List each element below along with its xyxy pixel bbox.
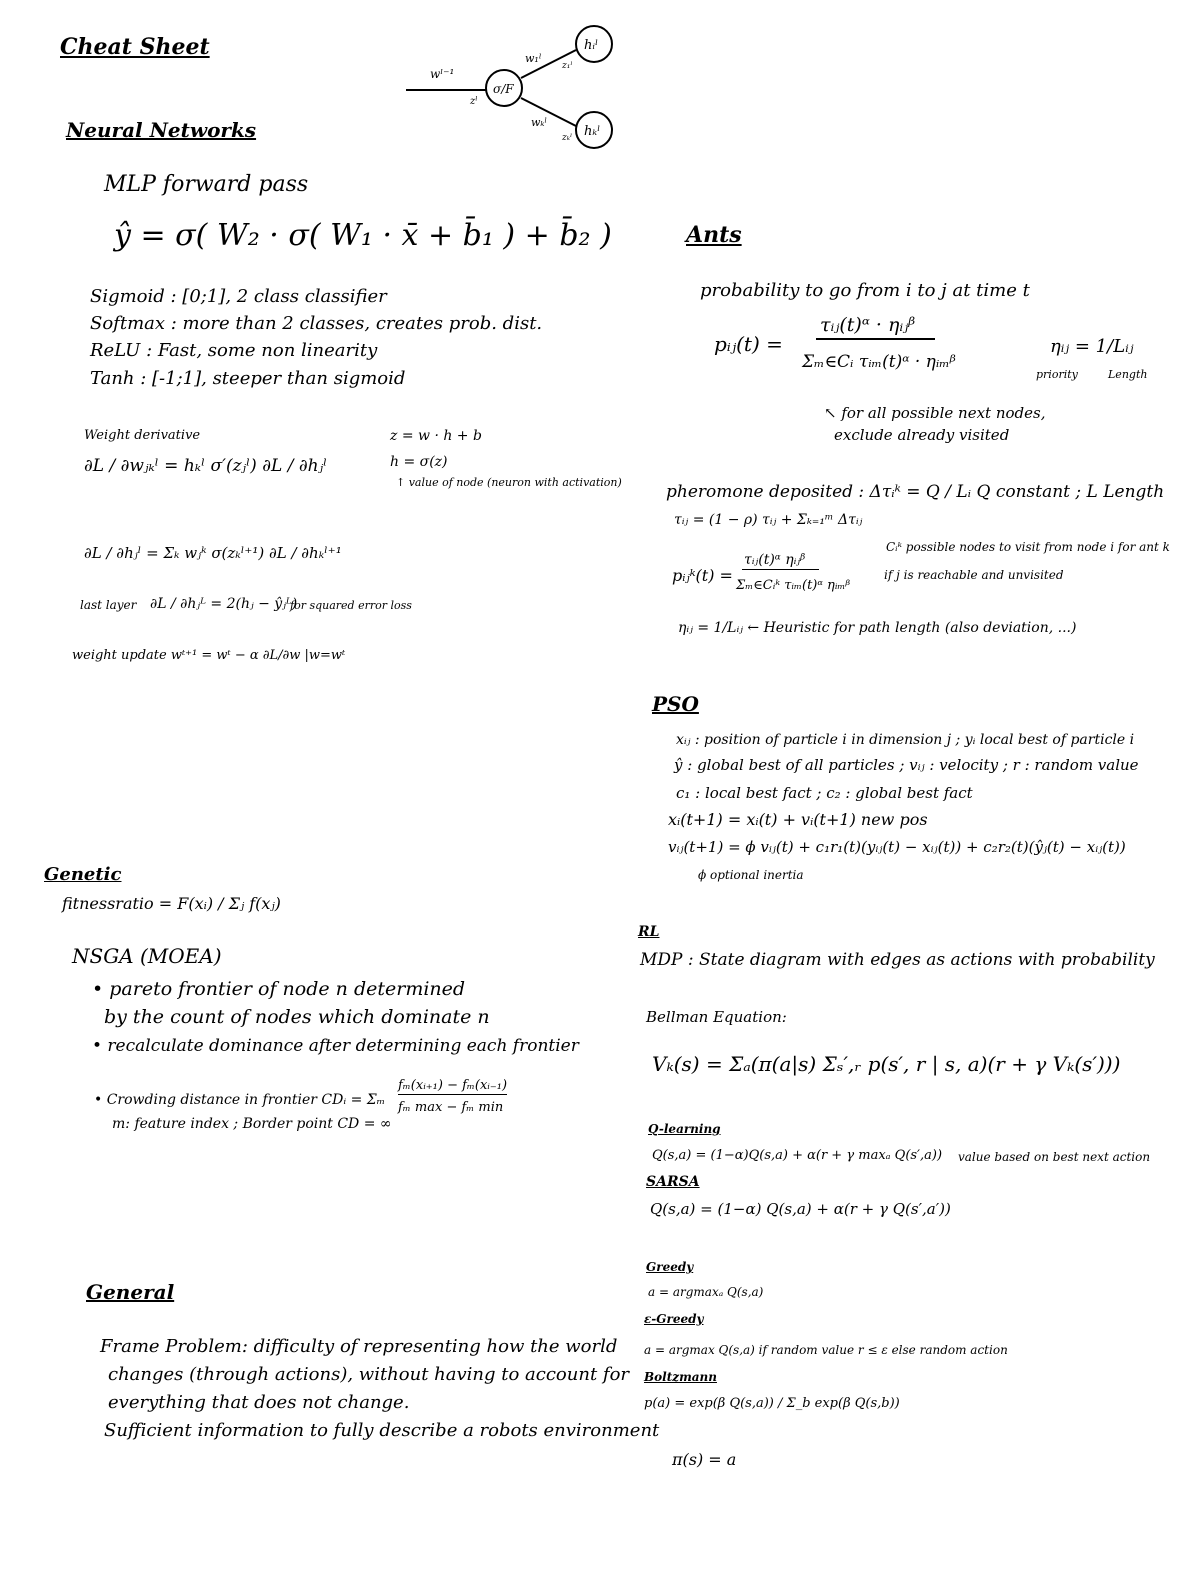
policy-definition: π(s) = a (672, 1450, 737, 1469)
mlp-title: MLP forward pass (104, 172, 309, 197)
activation-softmax: Softmax : more than 2 classes, creates prob. dist. (90, 313, 543, 334)
bottom-edge-label: wₖˡ (531, 116, 548, 129)
edge-bottom (521, 98, 576, 126)
ant-k-prob-denominator: Σₘ∈Cᵢᵏ τᵢₘ(t)ᵅ ηᵢₘᵝ (736, 578, 851, 593)
last-layer-note: for squared error loss (290, 599, 412, 612)
ant-k-note-2: if j is reachable and unvisited (884, 568, 1064, 582)
page-title: Cheat Sheet (60, 34, 210, 60)
pso-line-3: c₁ : local best fact ; c₂ : global best fact (676, 784, 973, 802)
q-learning-note: value based on best next action (958, 1150, 1151, 1164)
eta-priority-label: priority (1036, 368, 1078, 381)
epsilon-greedy-formula: a = argmax Q(s,a) if random value r ≤ ε else random action (644, 1343, 1008, 1357)
ants-prob-title: probability to go from i to j at time t (700, 280, 1030, 301)
top-node-label: hᵢˡ (584, 38, 599, 53)
top-z-label: z₁ˡ (562, 61, 573, 71)
pso-line-1: xᵢⱼ : position of particle i in dimension j ; yᵢ local best of particle i (676, 732, 1135, 748)
bellman-title: Bellman Equation: (646, 1008, 787, 1026)
ant-k-prob-lhs: pᵢⱼᵏ(t) = (672, 566, 733, 585)
pso-inertia-note: ϕ optional inertia (698, 868, 804, 882)
rl-heading: RL (638, 924, 660, 940)
frame-problem-line-1: Frame Problem: difficulty of representing how the world (100, 1336, 618, 1357)
bellman-equation: Vₖ(s) = Σₐ(π(a|s) Σₛ′,ᵣ p(s′, r | s, a)(r + γ Vₖ(s′))) (652, 1052, 1121, 1076)
pheromone-update: τᵢⱼ = (1 − ρ) τᵢⱼ + Σₖ₌₁ᵐ Δτᵢⱼ (674, 512, 863, 528)
epsilon-greedy-title: ε-Greedy (644, 1312, 704, 1326)
z-label: zˡ (470, 96, 478, 107)
hidden-layer-formula: ∂L / ∂hⱼˡ = Σₖ wⱼᵏ σ(zₖˡ⁺¹) ∂L / ∂hₖˡ⁺¹ (84, 544, 342, 562)
pheromone-deposited: pheromone deposited : Δτᵢᵏ = Q / Lᵢ Q constant ; L Length (666, 482, 1165, 502)
ant-k-note-1: Cᵢᵏ possible nodes to visit from node i for ant k (886, 540, 1170, 554)
q-learning-title: Q-learning (648, 1122, 721, 1136)
crowding-distance-label: • Crowding distance in frontier CDᵢ = Σₘ (94, 1092, 386, 1108)
top-edge-label: w₁ˡ (525, 52, 542, 65)
activation-tanh: Tanh : [-1;1], steeper than sigmoid (90, 368, 406, 389)
general-heading: General (86, 1280, 175, 1304)
z-definition: z = w · h + b (390, 428, 482, 444)
bottom-node-label: hₖˡ (584, 124, 601, 139)
frame-problem-line-2: changes (through actions), without having to account for (108, 1364, 630, 1385)
weight-update: weight update wᵗ⁺¹ = wᵗ − α ∂L/∂w |w=wᵗ (72, 648, 346, 663)
nsga-title: NSGA (MOEA) (72, 944, 222, 968)
frame-problem-line-4: Sufficient information to fully describe a robots environment (104, 1420, 660, 1441)
sarsa-formula: Q(s,a) = (1−α) Q(s,a) + α(r + γ Q(s′,a′)) (650, 1200, 951, 1218)
pso-velocity-update: vᵢⱼ(t+1) = ϕ vᵢⱼ(t) + c₁r₁(t)(yᵢⱼ(t) − xᵢⱼ(t)) + c₂r₂(t)(ŷⱼ(t) − xᵢⱼ(t)) (668, 838, 1126, 856)
ant-k-prob-numerator: τᵢⱼ(t)ᵅ ηᵢⱼᵝ (742, 552, 819, 570)
h-note: ↑ value of node (neuron with activation) (396, 476, 622, 489)
crowding-note: m: feature index ; Border point CD = ∞ (112, 1116, 392, 1132)
ants-prob-note-2: exclude already visited (834, 426, 1010, 444)
ants-prob-denominator: Σₘ∈Cᵢ τᵢₘ(t)ᵅ · ηᵢₘᵝ (802, 352, 956, 372)
pso-position-update: xᵢ(t+1) = xᵢ(t) + vᵢ(t+1) new pos (668, 810, 928, 829)
eta-definition: ηᵢⱼ = 1/Lᵢⱼ (1050, 336, 1134, 357)
boltzmann-formula: p(a) = exp(β Q(s,a)) / Σ_b exp(β Q(s,b)) (644, 1396, 900, 1411)
crowding-denominator: fₘ max − fₘ min (398, 1100, 504, 1115)
eta-length-label: Length (1108, 368, 1148, 381)
frame-problem-line-3: everything that does not change. (108, 1392, 410, 1413)
q-learning-formula: Q(s,a) = (1−α)Q(s,a) + α(r + γ maxₐ Q(s′,a)) (652, 1148, 943, 1163)
center-label: σ/F (493, 82, 514, 96)
bottom-z-label: zₖˡ (562, 133, 573, 143)
ants-prob-lhs: pᵢⱼ(t) = (714, 332, 783, 356)
boltzmann-title: Boltzmann (644, 1370, 717, 1384)
last-layer-formula: ∂L / ∂hⱼᴸ = 2(hⱼ − ŷⱼᴸ) (150, 596, 298, 612)
ants-prob-note-1: ↖ for all possible next nodes, (824, 404, 1046, 422)
neural-heading: Neural Networks (66, 118, 257, 142)
activation-relu: ReLU : Fast, some non linearity (90, 340, 378, 361)
heuristic-definition: ηᵢⱼ = 1/Lᵢⱼ ← Heuristic for path length (also deviation, ...) (678, 620, 1077, 636)
pso-line-2: ŷ : global best of all particles ; vᵢⱼ : velocity ; r : random value (674, 756, 1139, 774)
mdp-definition: MDP : State diagram with edges as actions with probability (640, 950, 1155, 970)
neuron-diagram (400, 22, 630, 162)
ants-prob-numerator: τᵢⱼ(t)ᵅ · ηᵢⱼᵝ (816, 314, 935, 340)
mlp-formula: ŷ = σ( W₂ · σ( W₁ · x̄ + b̄₁ ) + b̄₂ ) (114, 218, 612, 253)
nsga-bullet-2: • recalculate dominance after determining each frontier (92, 1036, 579, 1056)
crowding-numerator: fₘ(xᵢ₊₁) − fₘ(xᵢ₋₁) (398, 1078, 508, 1093)
last-layer-label: last layer (80, 598, 137, 612)
sarsa-title: SARSA (646, 1174, 700, 1190)
activation-sigmoid: Sigmoid : [0;1], 2 class classifier (90, 286, 387, 307)
ants-heading: Ants (686, 222, 742, 248)
weight-derivative-title: Weight derivative (84, 428, 201, 443)
weight-derivative-formula: ∂L / ∂wⱼₖˡ = hₖˡ σ′(zⱼˡ) ∂L / ∂hⱼˡ (84, 456, 328, 476)
genetic-heading: Genetic (44, 864, 122, 885)
greedy-formula: a = argmaxₐ Q(s,a) (648, 1285, 764, 1299)
w-label: wˡ⁻¹ (430, 67, 455, 81)
nsga-bullet-1-line-1: • pareto frontier of node n determined (92, 978, 466, 1000)
pso-heading: PSO (652, 692, 699, 716)
greedy-title: Greedy (646, 1260, 694, 1274)
h-definition: h = σ(z) (390, 454, 448, 470)
fitness-ratio: fitnessratio = F(xᵢ) / Σⱼ f(xⱼ) (62, 894, 281, 913)
nsga-bullet-1-line-2: by the count of nodes which dominate n (104, 1006, 490, 1028)
